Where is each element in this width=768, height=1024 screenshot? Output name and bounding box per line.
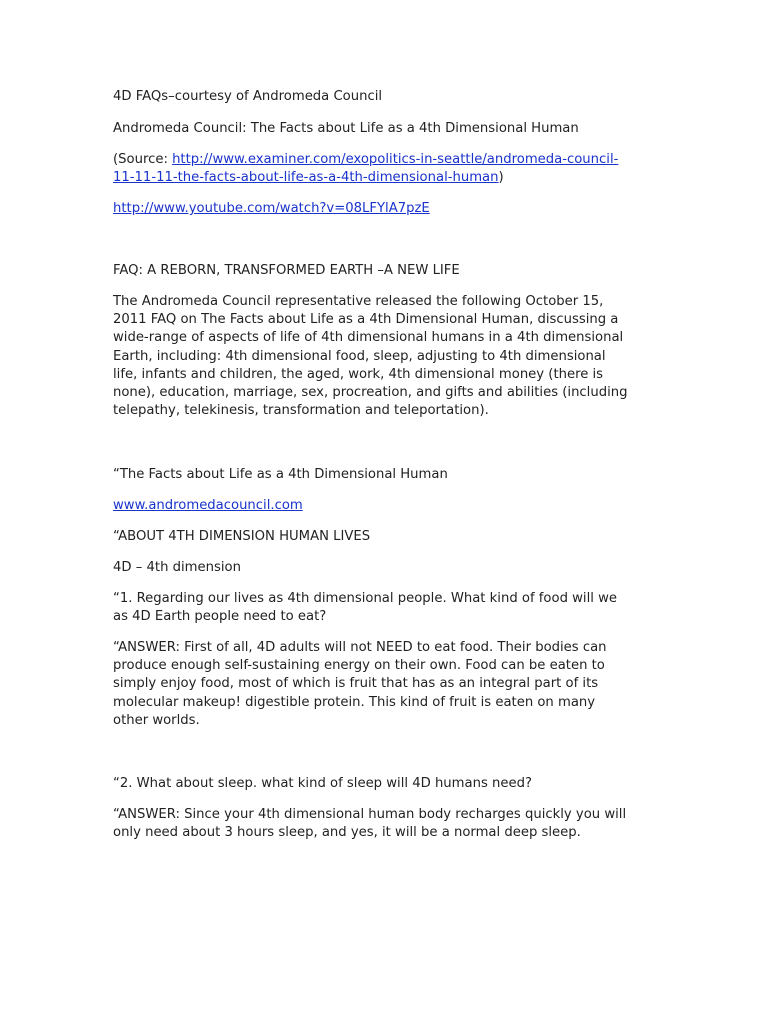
intro-paragraph xyxy=(113,293,673,420)
question-2: “2. What about sleep. what kind of sleep will 4D humans need? xyxy=(113,776,532,791)
youtube-link-paragraph xyxy=(113,200,673,218)
council-link-paragraph xyxy=(113,497,673,515)
source-line-2 xyxy=(113,169,673,187)
answer-1-line: molecular makeup! digestible protein. This kind of fruit is eaten on many xyxy=(113,694,596,710)
intro-line: Earth, including: 4th dimensional food, sleep, adjusting to 4th dimensional xyxy=(113,348,606,364)
source-link-part-2[interactable]: 11-11-11-the-facts-about-life-as-a-4th-dimensional-human xyxy=(113,170,499,186)
source-suffix: ) xyxy=(498,170,504,186)
answer-2-line: “ANSWER: Since your 4th dimensional human body recharges quickly you will xyxy=(113,807,627,822)
intro-line: 2011 FAQ on The Facts about Life as a 4th Dimensional Human, discussing a xyxy=(113,312,619,328)
source-link-part-1[interactable]: http://www.examiner.com/exopolitics-in-seattle/andromeda-council- xyxy=(172,152,619,167)
answer-1 xyxy=(113,639,673,730)
intro-line: none), education, marriage, sex, procreation, and gifts and abilities (including xyxy=(113,385,628,401)
document-title: Andromeda Council: The Facts about Life as a 4th Dimensional Human xyxy=(113,121,579,136)
source-line-1 xyxy=(113,151,673,169)
answer-1-line: “ANSWER: First of all, 4D adults will not NEED to eat food. Their bodies can xyxy=(113,640,607,655)
question-1 xyxy=(113,590,673,626)
answer-1-line: simply enjoy food, most of which is fruit that has as an integral part of its xyxy=(113,676,599,692)
question-1-line: as 4D Earth people need to eat? xyxy=(113,609,327,625)
answer-1-line: other worlds. xyxy=(113,712,200,728)
question-1-line: “1. Regarding our lives as 4th dimensional people. What kind of food will we xyxy=(113,591,618,606)
source-citation xyxy=(113,151,673,187)
quote-title: “The Facts about Life as a 4th Dimensional Human xyxy=(113,467,448,482)
answer-2 xyxy=(113,806,673,842)
council-link[interactable]: www.andromedacouncil.com xyxy=(113,498,303,513)
answer-2-line: only need about 3 hours sleep, and yes, it will be a normal deep sleep. xyxy=(113,825,581,841)
document-heading: 4D FAQs–courtesy of Andromeda Council xyxy=(113,89,383,104)
intro-line: telepathy, telekinesis, transformation and teleportation). xyxy=(113,403,489,419)
faq-heading: FAQ: A REBORN, TRANSFORMED EARTH –A NEW LIFE xyxy=(113,263,460,278)
youtube-link[interactable]: http://www.youtube.com/watch?v=08LFYlA7pzE xyxy=(113,201,430,216)
intro-line: The Andromeda Council representative released the following October 15, xyxy=(113,294,604,309)
source-prefix: (Source: xyxy=(113,152,173,167)
about-heading: “ABOUT 4TH DIMENSION HUMAN LIVES xyxy=(113,529,371,544)
intro-line: wide-range of aspects of life of 4th dimensional humans in a 4th dimensional xyxy=(113,330,624,346)
intro-line: life, infants and children, the aged, work, 4th dimensional money (there is xyxy=(113,366,604,382)
dimension-line: 4D – 4th dimension xyxy=(113,560,241,575)
answer-1-line: produce enough self-sustaining energy on their own. Food can be eaten to xyxy=(113,658,605,674)
